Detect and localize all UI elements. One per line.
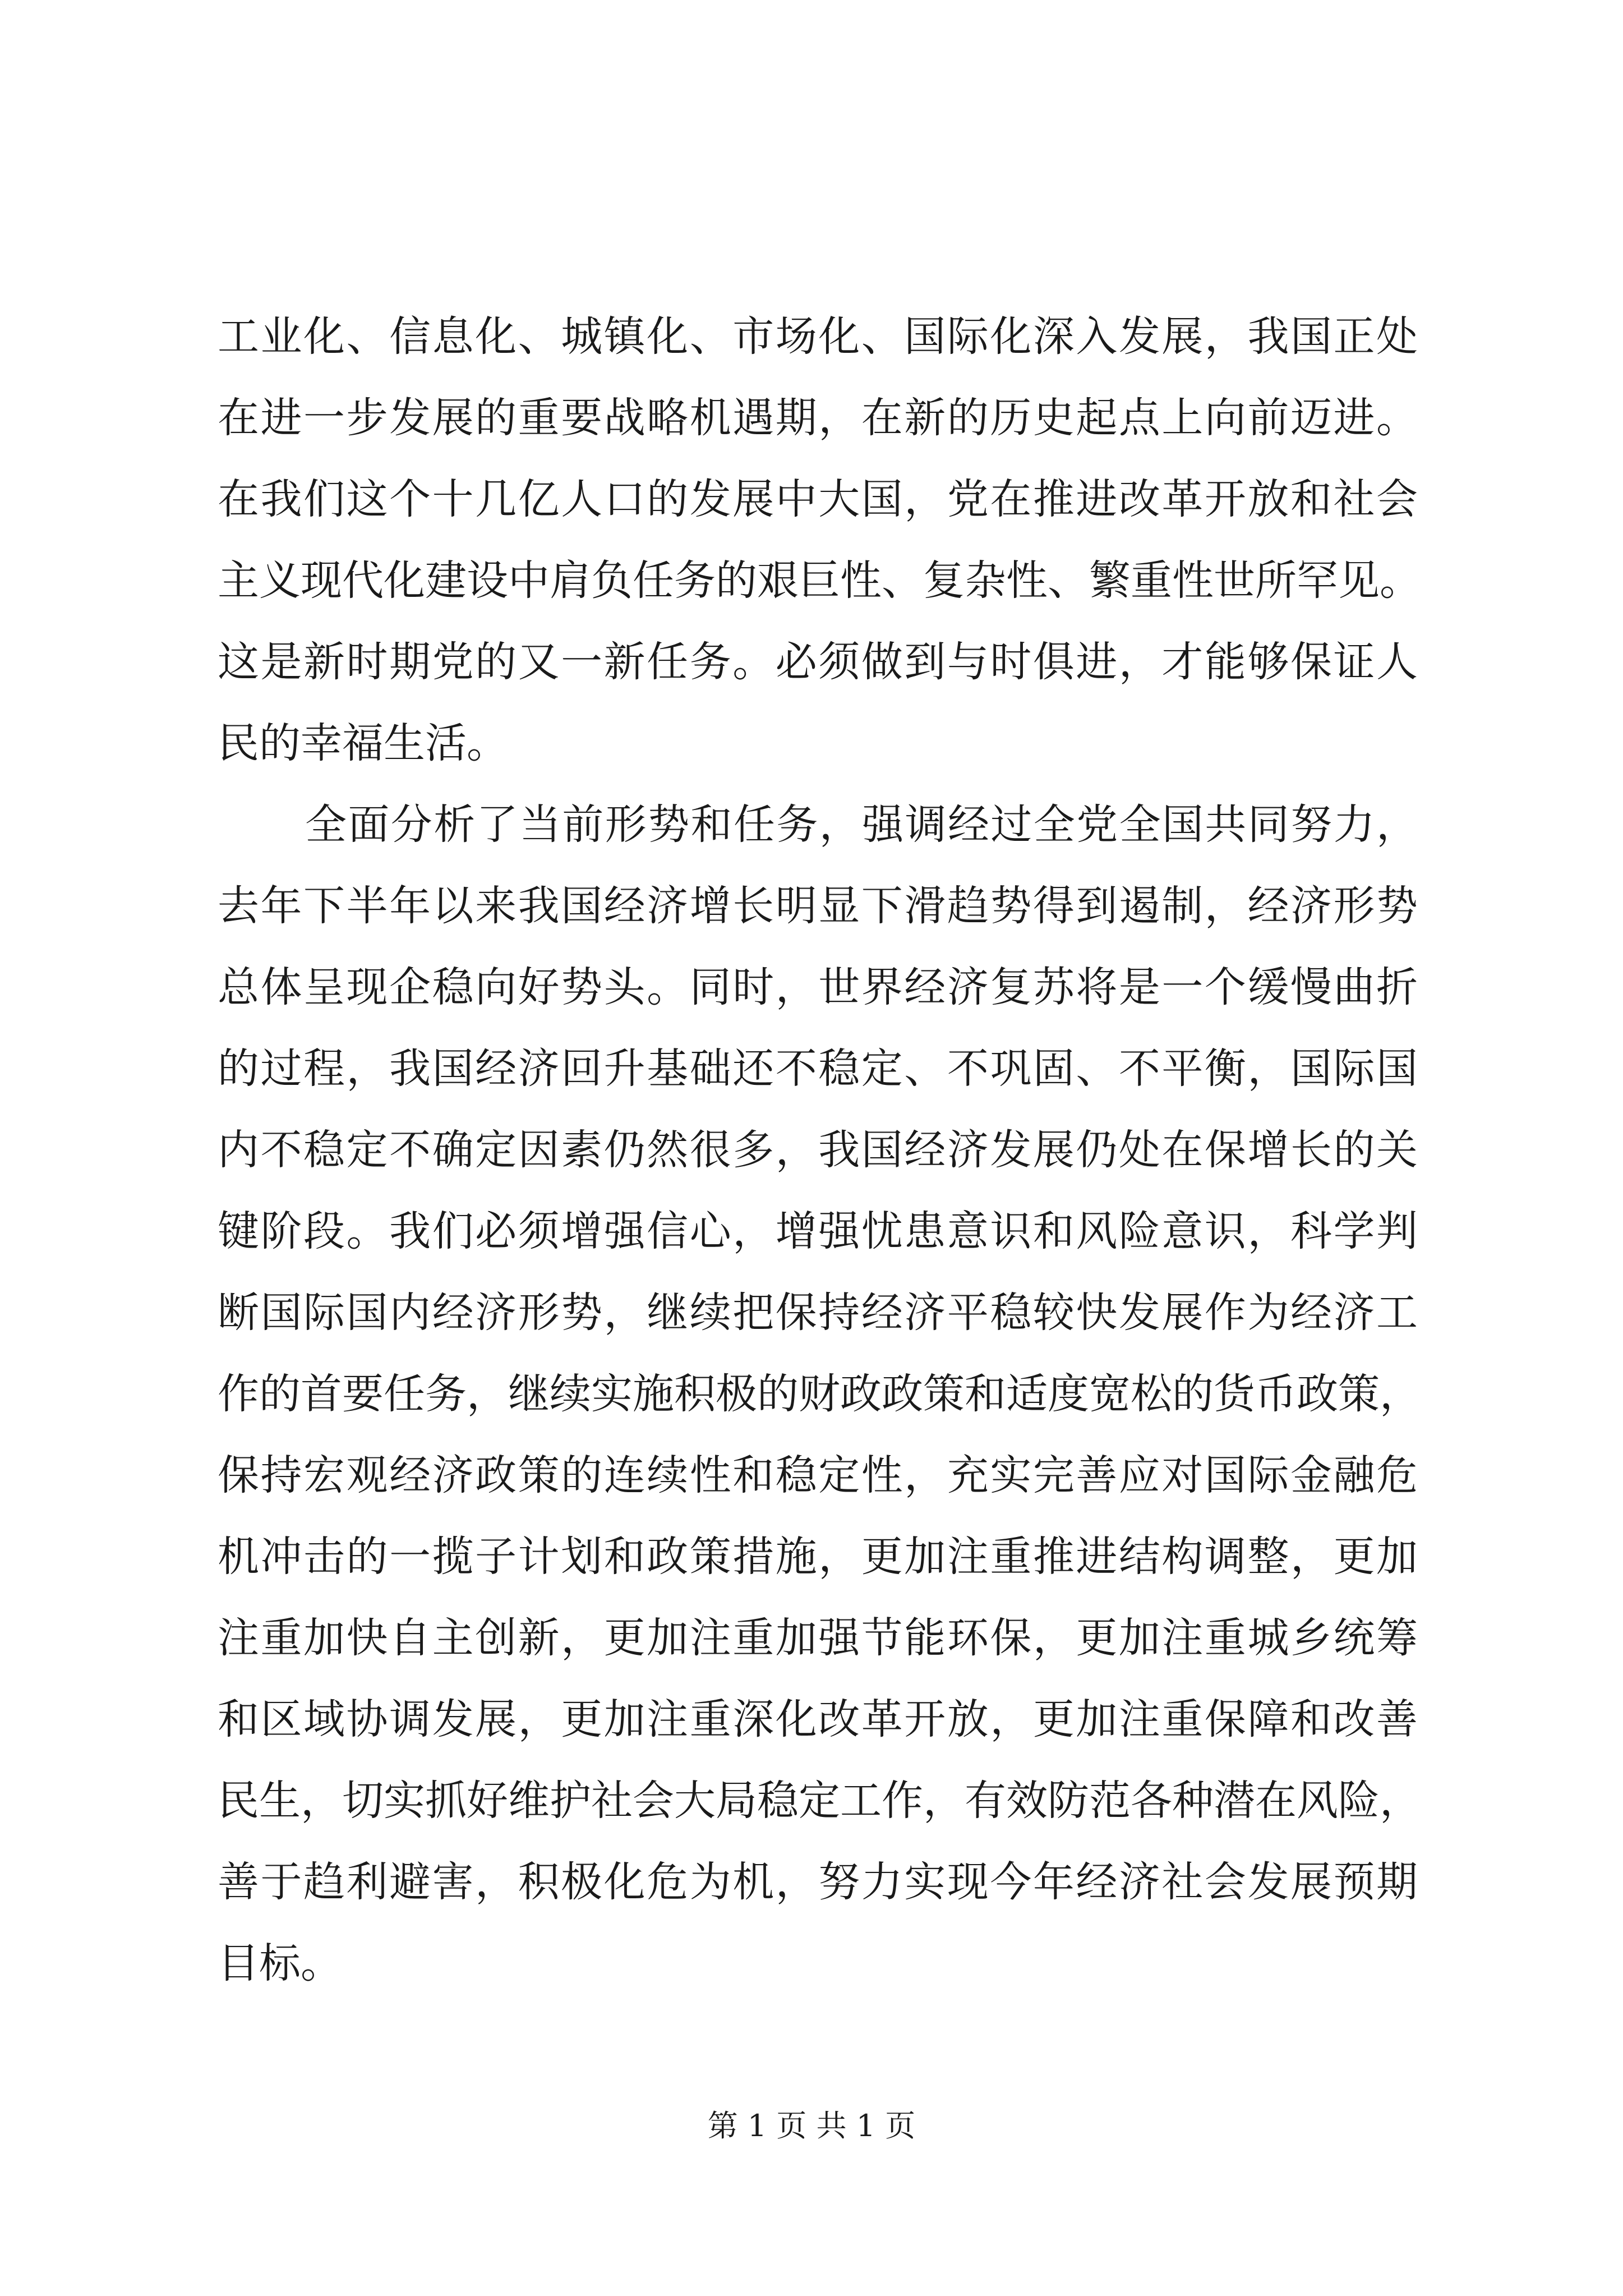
paragraph-2-line-1: 全面分析了当前形势和任务，强调经过全党全国共同努力， [305,800,1418,849]
paragraph-2-line-8: 作的首要任务，继续实施积极的财政政策和适度宽松的货币政策， [218,1370,1421,1418]
paragraph-1-line-2: 在进一步发展的重要战略机遇期，在新的历史起点上向前迈进。 [218,394,1418,442]
paragraph-1-line-4: 主义现代化建设中肩负任务的艰巨性、复杂性、繁重性世所罕见。 [218,556,1421,605]
paragraph-2-line-14: 善于趋利避害，积极化危为机，努力实现今年经济社会发展预期 [218,1858,1418,1906]
paragraph-2-line-3: 总体呈现企稳向好势头。同时，世界经济复苏将是一个缓慢曲折 [218,963,1418,1011]
paragraph-2-line-10: 机冲击的一揽子计划和政策措施，更加注重推进结构调整，更加 [218,1533,1418,1581]
page-footer: 第 1 页 共 1 页 [707,2108,916,2143]
paragraph-2-line-13: 民生，切实抓好维护社会大局稳定工作，有效防范各种潜在风险， [218,1777,1421,1825]
paragraph-1-line-5: 这是新时期党的又一新任务。必须做到与时俱进，才能够保证人 [218,638,1418,686]
paragraph-1-line-1: 工业化、信息化、城镇化、市场化、国际化深入发展，我国正处 [218,312,1418,361]
paragraph-1-line-6: 民的幸福生活。 [218,719,508,767]
paragraph-2-line-11: 注重加快自主创新，更加注重加强节能环保，更加注重城乡统筹 [218,1614,1418,1662]
paragraph-2-line-12: 和区域协调发展，更加注重深化改革开放，更加注重保障和改善 [218,1695,1418,1743]
paragraph-2-line-6: 键阶段。我们必须增强信心，增强忧患意识和风险意识，科学判 [218,1207,1418,1255]
paragraph-1-line-3: 在我们这个十几亿人口的发展中大国，党在推进改革开放和社会 [218,475,1418,523]
paragraph-2-line-9: 保持宏观经济政策的连续性和稳定性，充实完善应对国际金融危 [218,1451,1418,1499]
paragraph-2-line-15: 目标。 [218,1939,342,1987]
paragraph-2-line-4: 的过程，我国经济回升基础还不稳定、不巩固、不平衡，国际国 [218,1045,1418,1093]
paragraph-2-line-2: 去年下半年以来我国经济增长明显下滑趋势得到遏制，经济形势 [218,882,1418,930]
paragraph-2-line-5: 内不稳定不确定因素仍然很多，我国经济发展仍处在保增长的关 [218,1126,1418,1174]
paragraph-2-line-7: 断国际国内经济形势，继续把保持经济平稳较快发展作为经济工 [218,1289,1418,1337]
